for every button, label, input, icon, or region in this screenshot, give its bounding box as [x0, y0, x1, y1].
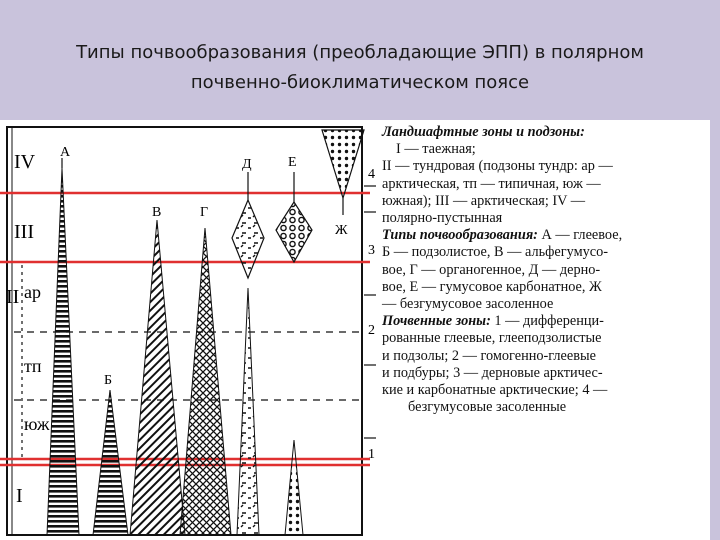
type-e-triangle [285, 440, 303, 535]
type-e-diamond [276, 202, 312, 262]
type-label-zh: Ж [335, 223, 348, 238]
soil-zone-number-4: 4 [368, 167, 375, 182]
type-label-v: В [152, 205, 162, 220]
legend-line: вое, Г — органогенное, Д — дерно- [382, 261, 601, 278]
legend-line: II — тундровая (подзоны тундр: ар — [382, 158, 613, 175]
legend-line: — безгумусовое засоленное [382, 296, 554, 313]
subzone-label-tp: тп [24, 356, 42, 376]
legend-heading-soil-zones: Почвенные зоны: [382, 313, 491, 330]
legend-heading-zones: Ландшафтные зоны и подзоны: [382, 124, 585, 140]
type-label-e: Е [288, 155, 297, 170]
type-label-g: Г [200, 205, 209, 220]
legend-line: вое, Е — гумусовое карбонатное, Ж [382, 278, 602, 295]
type-d-diamond [232, 200, 264, 278]
slide-title-line-2: почвенно-биоклиматическом поясе [190, 72, 530, 93]
soil-zone-number-2: 2 [368, 323, 375, 338]
legend-text [382, 120, 710, 500]
soil-zone-number-1: 1 [368, 447, 375, 462]
legend-line: А — глеевое, [537, 227, 623, 244]
type-b-triangle [93, 390, 128, 535]
legend-line: I — таежная; [396, 141, 476, 158]
slide-title-line-1: Типы почвообразования (преобладающие ЭПП) в полярном [76, 42, 644, 63]
soil-zone-number-3: 3 [368, 243, 375, 258]
type-label-b: Б [104, 373, 113, 388]
slide-title [0, 38, 720, 98]
legend-line: рованные глеевые, глееподзолистые [382, 330, 602, 347]
subzone-label-yuzh: юж [24, 414, 50, 434]
legend-line: кие и карбонатные арктические; 4 — [382, 382, 608, 399]
legend-line: безгумусовые засоленные [408, 399, 567, 416]
subzone-label-ar: ар [24, 282, 41, 302]
type-label-d: Д [242, 157, 252, 172]
legend-line: арктическая, тп — типичная, юж — [382, 175, 601, 192]
zone-label-ii: II [6, 286, 20, 308]
type-zh-triangle [322, 130, 364, 198]
legend-line: и подзолы; 2 — гомогенно-глеевые [382, 347, 596, 364]
legend-types-line [382, 227, 710, 244]
legend-line: Б — подзолистое, В — альфегумусо- [382, 244, 609, 261]
soil-types-diagram [0, 120, 382, 540]
zone-label-i: I [16, 485, 23, 507]
type-g-triangle [180, 228, 231, 535]
type-d-triangle [237, 288, 259, 535]
type-label-a: А [60, 145, 71, 160]
scanned-figure [0, 120, 710, 540]
zone-label-iii: III [14, 221, 34, 243]
legend-line: полярно-пустынная [382, 210, 503, 227]
legend-line: южная); III — арктическая; IV — [382, 192, 586, 209]
zone-label-iv: IV [14, 151, 36, 173]
legend-soil-zones-line [382, 313, 710, 330]
type-a-triangle [47, 168, 79, 535]
legend-line: 1 — дифференци- [490, 313, 604, 330]
type-v-triangle [130, 220, 185, 535]
legend-heading-types: Типы почвообразования: [382, 227, 538, 244]
legend-line: и подбуры; 3 — дерновые арктичес- [382, 364, 603, 381]
